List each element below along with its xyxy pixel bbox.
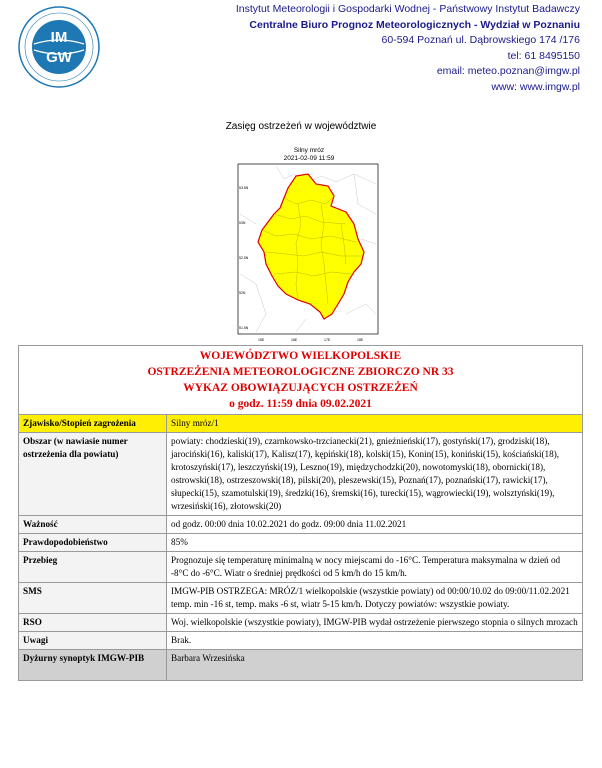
row-value: 85% [167, 534, 583, 552]
row-value: Woj. wielkopolskie (wszystkie powiaty), IMGW-PIB wydał ostrzeżenie pierwszego stopnia o silnych mrozach [167, 614, 583, 632]
row-label: Obszar (w nawiasie numer ostrzeżenia dla powiatu) [19, 433, 167, 516]
row-value: IMGW-PIB OSTRZEGA: MRÓZ/1 wielkopolskie (wszystkie powiaty) od 00:00/10.02 do 09:00/11.02.2021 temp. min -16 st, temp. maks -6 st, wiatr 5-15 km/h. Dotyczy powiatów: wszystkie powiaty. [167, 583, 583, 614]
table-header [19, 346, 583, 415]
map-title: Zasięg ostrzeżeń w województwie [225, 121, 377, 132]
ytick-label: 52N [239, 291, 246, 295]
row-label: Dyżurny synoptyk IMGW-PIB [19, 650, 167, 681]
row-value: Prognozuje się temperaturę minimalną w nocy miejscami do -16°C. Temperatura maksymalna w dzień od -8°C do -6°C. Wiatr o średniej prędkości od 5 km/h do 15 km/h. [167, 552, 583, 583]
institution-name: Instytut Meteorologii i Gospodarki Wodnej - Państwowy Instytut Badawczy [235, 3, 580, 15]
ytick-label: 51.5N [239, 326, 249, 330]
table-row-synoptic [19, 650, 583, 681]
row-label: RSO [19, 614, 167, 632]
warning-map [236, 144, 382, 344]
imgw-logo [18, 6, 100, 88]
address: 60-594 Poznań ul. Dąbrowskiego 174 /176 [381, 34, 580, 46]
header-time: o godz. 11:59 dnia 09.02.2021 [229, 398, 372, 410]
table-row-probability [19, 534, 583, 552]
table-row-sms [19, 583, 583, 614]
row-label: SMS [19, 583, 167, 614]
header-warning-number: OSTRZEŻENIA METEOROLOGICZNE ZBIORCZO NR 33 [147, 366, 454, 378]
table-row-phenomenon [19, 415, 583, 433]
ytick-label: 53N [239, 221, 246, 225]
ytick-label: 53.5N [239, 186, 249, 190]
office-name: Centralne Biuro Prognoz Meteorologicznych - Wydział w Poznaniu [249, 18, 580, 31]
row-label: Zjawisko/Stopień zagrożenia [19, 415, 167, 433]
xtick-label: 18E [357, 338, 364, 342]
xtick-label: 15E [258, 338, 265, 342]
table-row-rso [19, 614, 583, 632]
map-datetime: 2021-02-09 11:59 [283, 155, 335, 162]
ytick-label: 52.5N [239, 256, 249, 260]
table-row-course [19, 552, 583, 583]
logo-text-bottom: GW [46, 49, 72, 66]
row-label: Uwagi [19, 632, 167, 650]
website-link[interactable]: www: www.imgw.pl [491, 80, 580, 93]
row-label: Przebieg [19, 552, 167, 583]
row-label: Prawdopodobieństwo [19, 534, 167, 552]
phone: tel: 61 8495150 [507, 49, 580, 62]
warning-table [18, 345, 583, 681]
header-region: WOJEWÓDZTWO WIELKOPOLSKIE [199, 350, 402, 362]
institution-info [236, 2, 580, 95]
row-value: Silny mróz/1 [167, 415, 583, 433]
table-row-validity [19, 516, 583, 534]
header-list-title: WYKAZ OBOWIĄZUJĄCYCH OSTRZEŻEŃ [183, 382, 418, 394]
xtick-label: 16E [291, 338, 298, 342]
table-row-area [19, 433, 583, 516]
email-link[interactable]: email: meteo.poznan@imgw.pl [436, 65, 580, 77]
logo-text-top: IM [50, 29, 68, 46]
map-subtitle: Silny mróz [293, 147, 325, 154]
row-value: od godz. 00:00 dnia 10.02.2021 do godz. 09:00 dnia 11.02.2021 [167, 516, 583, 534]
row-label: Ważność [19, 516, 167, 534]
row-value: Barbara Wrzesińska [167, 650, 583, 681]
table-row-notes [19, 632, 583, 650]
xtick-label: 17E [324, 338, 331, 342]
row-value: powiaty: chodzieski(19), czarnkowsko-trzcianecki(21), gnieźnieński(17), gostyński(17), grodziski(18), jarociński(16), kaliski(17), Kalisz(17), kępiński(18), kolski(15), Konin(15), koniński(15), kościański(18), krotoszyński(17), leszczyński(19), Leszno(19), międzychodzki(20), nowotomyski(18), obornicki(18), ostrowski(18), ostrzeszowski(18), pilski(20), pleszewski(15), Poznań(17), poznański(17), rawicki(17), słupecki(15), szamotulski(19), średzki(16), śremski(16), turecki(15), wągrowiecki(19), wolsztyński(19), wrzesiński(16), złotowski(20) [167, 433, 583, 516]
row-value: Brak. [167, 632, 583, 650]
